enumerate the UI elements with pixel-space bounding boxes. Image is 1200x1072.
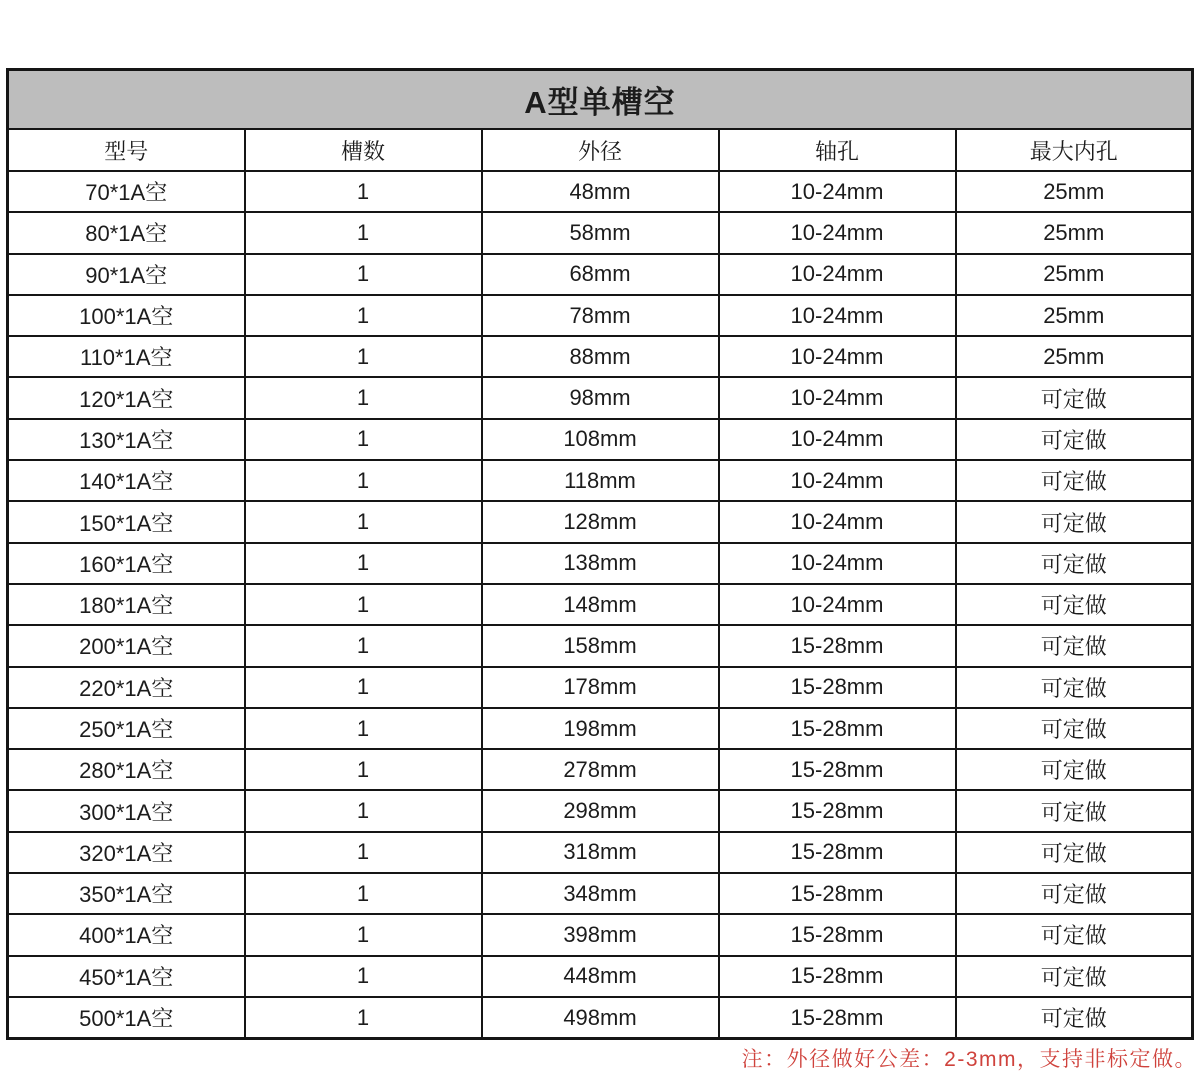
table-cell: 可定做 — [956, 997, 1193, 1039]
table-cell: 10-24mm — [719, 543, 956, 584]
table-cell: 可定做 — [956, 543, 1193, 584]
table-row — [8, 419, 1193, 460]
table-cell: 450*1A空 — [8, 956, 245, 997]
table-cell: 25mm — [956, 171, 1193, 212]
table-row — [8, 956, 1193, 997]
table-cell: 可定做 — [956, 625, 1193, 666]
table-cell: 108mm — [482, 419, 719, 460]
table-cell: 140*1A空 — [8, 460, 245, 501]
table-cell: 可定做 — [956, 584, 1193, 625]
table-cell: 120*1A空 — [8, 377, 245, 418]
table-cell: 150*1A空 — [8, 501, 245, 542]
table-cell: 可定做 — [956, 460, 1193, 501]
table-cell: 278mm — [482, 749, 719, 790]
table-cell: 78mm — [482, 295, 719, 336]
table-cell: 80*1A空 — [8, 212, 245, 253]
table-cell: 130*1A空 — [8, 419, 245, 460]
table-cell: 10-24mm — [719, 336, 956, 377]
table-cell: 1 — [245, 543, 482, 584]
table-cell: 15-28mm — [719, 997, 956, 1039]
table-cell: 70*1A空 — [8, 171, 245, 212]
table-cell: 10-24mm — [719, 584, 956, 625]
table-cell: 1 — [245, 212, 482, 253]
table-cell: 25mm — [956, 295, 1193, 336]
table-cell: 10-24mm — [719, 212, 956, 253]
table-cell: 98mm — [482, 377, 719, 418]
table-cell: 68mm — [482, 254, 719, 295]
table-cell: 15-28mm — [719, 914, 956, 955]
table-cell: 10-24mm — [719, 377, 956, 418]
table-row — [8, 543, 1193, 584]
table-row — [8, 501, 1193, 542]
table-row — [8, 667, 1193, 708]
column-header: 型号 — [8, 129, 245, 171]
table-cell: 10-24mm — [719, 171, 956, 212]
table-cell: 可定做 — [956, 956, 1193, 997]
table-cell: 500*1A空 — [8, 997, 245, 1039]
table-title: A型单槽空 — [8, 70, 1193, 130]
table-cell: 348mm — [482, 873, 719, 914]
table-cell: 10-24mm — [719, 295, 956, 336]
table-row — [8, 336, 1193, 377]
table-cell: 可定做 — [956, 873, 1193, 914]
table-cell: 1 — [245, 419, 482, 460]
table-cell: 498mm — [482, 997, 719, 1039]
header-row — [8, 129, 1193, 171]
table-cell: 118mm — [482, 460, 719, 501]
table-cell: 可定做 — [956, 419, 1193, 460]
table-row — [8, 212, 1193, 253]
table-cell: 10-24mm — [719, 419, 956, 460]
table-cell: 1 — [245, 997, 482, 1039]
table-cell: 220*1A空 — [8, 667, 245, 708]
table-row — [8, 584, 1193, 625]
table-cell: 350*1A空 — [8, 873, 245, 914]
table-row — [8, 749, 1193, 790]
table-cell: 318mm — [482, 832, 719, 873]
table-cell: 48mm — [482, 171, 719, 212]
table-cell: 320*1A空 — [8, 832, 245, 873]
column-header: 外径 — [482, 129, 719, 171]
table-cell: 15-28mm — [719, 625, 956, 666]
table-row — [8, 997, 1193, 1039]
table-row — [8, 832, 1193, 873]
table-cell: 280*1A空 — [8, 749, 245, 790]
table-cell: 200*1A空 — [8, 625, 245, 666]
column-header: 轴孔 — [719, 129, 956, 171]
table-cell: 100*1A空 — [8, 295, 245, 336]
table-cell: 178mm — [482, 667, 719, 708]
table-cell: 15-28mm — [719, 667, 956, 708]
table-cell: 158mm — [482, 625, 719, 666]
table-cell: 15-28mm — [719, 790, 956, 831]
table-cell: 1 — [245, 501, 482, 542]
table-cell: 88mm — [482, 336, 719, 377]
table-cell: 可定做 — [956, 667, 1193, 708]
table-cell: 1 — [245, 708, 482, 749]
table-cell: 1 — [245, 790, 482, 831]
table-cell: 160*1A空 — [8, 543, 245, 584]
table-row — [8, 254, 1193, 295]
table-cell: 400*1A空 — [8, 914, 245, 955]
table-cell: 1 — [245, 460, 482, 501]
table-row — [8, 708, 1193, 749]
table-cell: 198mm — [482, 708, 719, 749]
table-cell: 10-24mm — [719, 460, 956, 501]
table-cell: 1 — [245, 832, 482, 873]
table-cell: 15-28mm — [719, 956, 956, 997]
table-cell: 1 — [245, 873, 482, 914]
table-cell: 10-24mm — [719, 254, 956, 295]
column-header: 槽数 — [245, 129, 482, 171]
table-cell: 可定做 — [956, 708, 1193, 749]
table-cell: 15-28mm — [719, 749, 956, 790]
table-cell: 15-28mm — [719, 708, 956, 749]
spec-table — [6, 68, 1194, 1040]
table-cell: 90*1A空 — [8, 254, 245, 295]
table-cell: 25mm — [956, 336, 1193, 377]
table-cell: 可定做 — [956, 377, 1193, 418]
table-row — [8, 625, 1193, 666]
table-cell: 可定做 — [956, 749, 1193, 790]
table-cell: 可定做 — [956, 501, 1193, 542]
table-row — [8, 873, 1193, 914]
table-row — [8, 377, 1193, 418]
table-cell: 250*1A空 — [8, 708, 245, 749]
table-cell: 可定做 — [956, 832, 1193, 873]
table-row — [8, 914, 1193, 955]
table-cell: 180*1A空 — [8, 584, 245, 625]
table-cell: 398mm — [482, 914, 719, 955]
table-cell: 448mm — [482, 956, 719, 997]
table-cell: 25mm — [956, 254, 1193, 295]
column-header: 最大内孔 — [956, 129, 1193, 171]
table-row — [8, 460, 1193, 501]
table-row — [8, 295, 1193, 336]
table-cell: 110*1A空 — [8, 336, 245, 377]
table-cell: 1 — [245, 171, 482, 212]
footer-note: 注：外径做好公差：2-3mm，支持非标定做。 — [741, 1048, 1197, 1071]
table-cell: 15-28mm — [719, 832, 956, 873]
table-body — [8, 171, 1193, 1039]
table-cell: 300*1A空 — [8, 790, 245, 831]
table-cell: 1 — [245, 377, 482, 418]
table-cell: 1 — [245, 914, 482, 955]
table-cell: 1 — [245, 956, 482, 997]
table-cell: 1 — [245, 749, 482, 790]
table-cell: 128mm — [482, 501, 719, 542]
table-cell: 1 — [245, 584, 482, 625]
table-row — [8, 171, 1193, 212]
table-cell: 1 — [245, 667, 482, 708]
table-cell: 15-28mm — [719, 873, 956, 914]
table-cell: 10-24mm — [719, 501, 956, 542]
table-cell: 可定做 — [956, 790, 1193, 831]
table-cell: 298mm — [482, 790, 719, 831]
table-cell: 148mm — [482, 584, 719, 625]
table-cell: 1 — [245, 336, 482, 377]
title-row — [8, 70, 1193, 130]
table-cell: 58mm — [482, 212, 719, 253]
table-row — [8, 790, 1193, 831]
table-cell: 25mm — [956, 212, 1193, 253]
table-cell: 可定做 — [956, 914, 1193, 955]
table-cell: 138mm — [482, 543, 719, 584]
table-cell: 1 — [245, 254, 482, 295]
table-cell: 1 — [245, 295, 482, 336]
table-cell: 1 — [245, 625, 482, 666]
